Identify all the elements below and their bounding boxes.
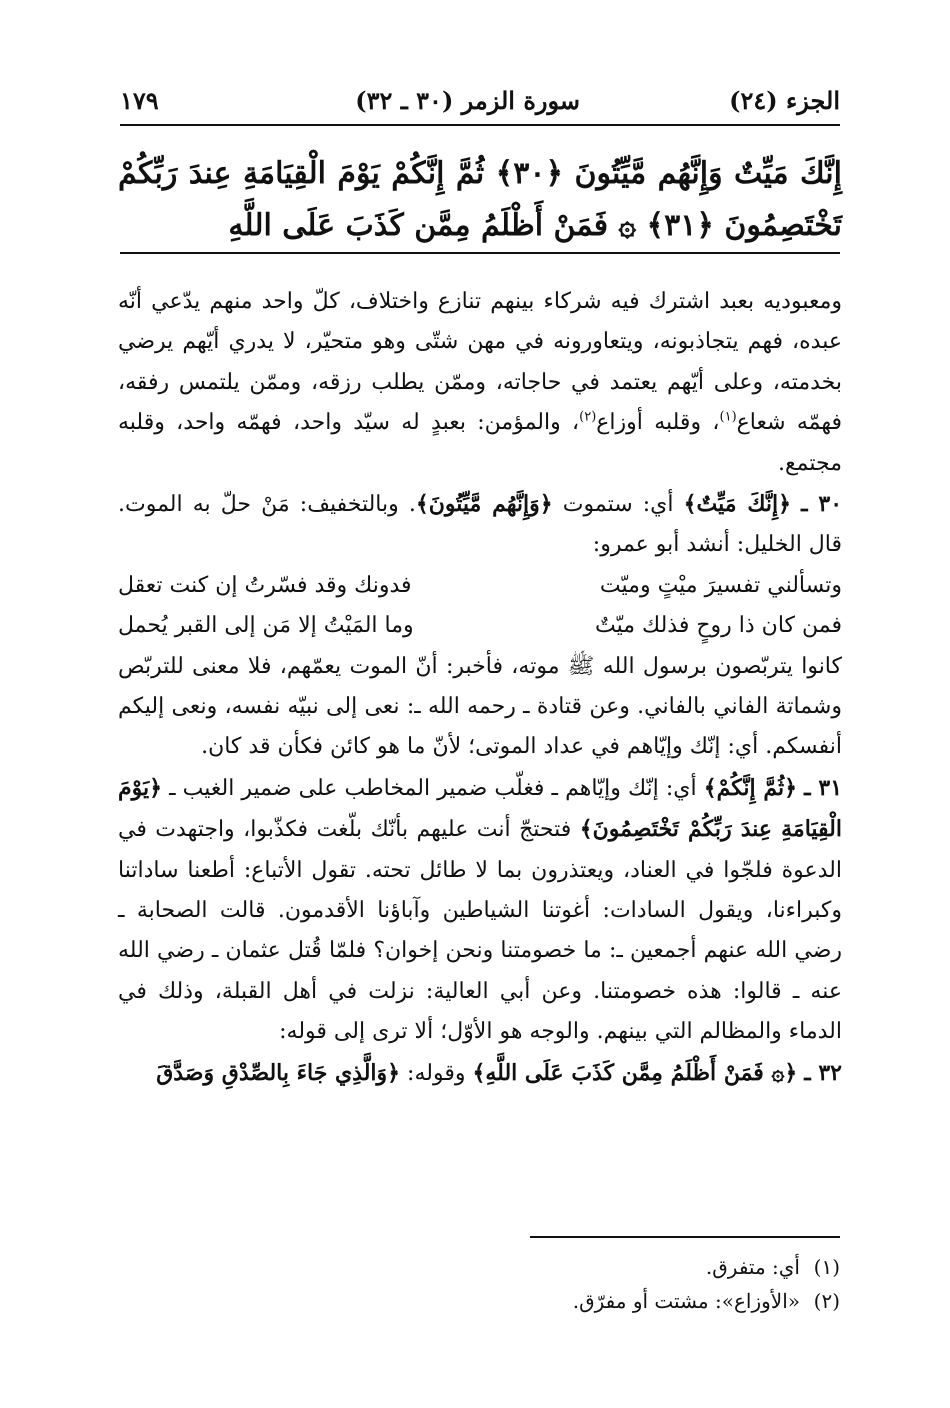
footnote-mark: (١) (813, 1255, 840, 1279)
paragraph-verse-32-text1: وقوله: (400, 1060, 473, 1086)
footnote-item (120, 1284, 840, 1318)
verses-rule (120, 252, 840, 254)
quote-verse-31a: ﴿ثُمَّ إِنَّكُمْ﴾ (703, 774, 798, 801)
poem-hemistich-right: فمن كان ذا روحٍ فذلك ميّتٌ (595, 613, 842, 639)
poem-line (118, 606, 842, 646)
poem-hemistich-left: وما المَيْتُ إلا مَن إلى القبر يُحمل (118, 613, 414, 639)
paragraph-verse-30-text1: أي: ستموت (552, 492, 684, 518)
paragraph-verse-31-text1: أي: إنّك وإيّاهم ـ فغلّب ضمير المخاطب على ضمير الغيب ـ (162, 775, 704, 801)
paragraph-after-poem: كانوا يتربّصون برسول الله ﷺ موته، فأخبر: أنّ الموت يعمّهم، فلا معنى للتربّص وشماتة الفاني بالفاني. وعن قتادة ـ رحمه الله ـ: نعى إلى نبيّه نفسه، ونعى إليكم أنفسكم. أي: إنّك وإيّاهم في عداد الموتى؛ لأنّ ما هو كائن فكأن قد كان. (118, 653, 842, 760)
verse-number-30: ٣٠ ـ (801, 491, 843, 518)
paragraph-intro-mid: ، وقلبه أوزاع (596, 410, 720, 436)
paragraph-intro-end: ، والمؤمن: بعبدٍ له سيّد واحد، فهمّه واحد، وقلبه مجتمع. (118, 410, 842, 476)
quote-verse-30a: ﴿إِنَّكَ مَيِّتٌ﴾ (683, 491, 792, 518)
page-number: ١٧٩ (120, 86, 159, 115)
footnote-item (120, 1250, 840, 1284)
header-rule (120, 124, 840, 126)
paragraph-verse-30 (118, 484, 842, 566)
verse-number-31: ٣١ ـ (804, 774, 843, 801)
verse-number-32: ٣٢ ـ (804, 1059, 842, 1086)
quote-verse-32b: ﴿وَالَّذِي جَاءَ بِالصِّدْقِ وَصَدَّقَ (156, 1059, 401, 1086)
footnote-rule (530, 1236, 840, 1238)
surah-title: سورة الزمر (٣٠ ـ ٣٢) (355, 86, 580, 115)
paragraph-verse-31-text2: فتحتجّ أنت عليهم بأنّك بلّغت فكذّبوا، واجتهدت في الدعوة فلجّوا في العناد، ويعتذرون بما لا طائل تحته. تقول الأتباع: أطعنا ساداتنا وكبراءنا، ويقول السادات: أغوتنا الشياطين وآباؤنا الأقدمون. قالت الصحابة ـ رضي الله عنهم أجمعين ـ: ما خصومتنا ونحن إخوان؟ فلمّا قُتل عثمان ـ رضي الله عنه ـ قالوا: هذه خصومتنا. وعن أبي العالية: نزلت في أهل القبلة، وذلك في الدماء والمظالم التي بينهم. والوجه هو الأوّل؛ ألا ترى إلى قوله: (118, 817, 842, 1045)
paragraph-verse-31 (118, 768, 842, 1053)
paragraph-verse-30-text2: . وبالتخفيف: مَنْ حلّ به الموت. قال الخليل: أنشد أبو عمرو: (118, 492, 842, 558)
footnotes (120, 1250, 840, 1318)
poem-hemistich-right: وتسألني تفسيرَ ميْتٍ وميّت (599, 572, 842, 598)
footnote-text: «الأوزاع»: مشتت أو مفرّق. (572, 1289, 800, 1313)
footnote-ref-1[interactable]: (١) (719, 409, 737, 425)
quote-verse-31b: ﴿يَوْمَ الْقِيَامَةِ عِندَ رَبِّكُمْ تَخْتَصِمُونَ﴾ (118, 774, 842, 843)
paragraph-verse-32 (118, 1053, 842, 1094)
footnote-mark: (٢) (813, 1289, 840, 1313)
paragraph-intro-text: ومعبوديه بعبد اشترك فيه شركاء بينهم تنازع واختلاف، كلّ واحد منهم يدّعي أنّه عبده، فهم يتجاذبونه، ويتعاورونه في مهن شتّى وهو متحيّر، لا يدري أيّهم يرضي بخدمته، وعلى أيّهم يعتمد في حاجاته، وممّن يطلب رزقه، وممّن يلتمس رفقه، فهمّه شعاع (118, 289, 843, 436)
quote-verse-30b: ﴿وَإِنَّهُم مَّيِّتُونَ﴾ (415, 491, 553, 518)
quote-verse-32a: ﴿۞ فَمَنْ أَظْلَمُ مِمَّن كَذَبَ عَلَى اللَّهِ﴾ (472, 1059, 798, 1086)
page-header (120, 86, 840, 124)
footnote-ref-2[interactable]: (٢) (579, 409, 597, 425)
quran-verses: إِنَّكَ مَيِّتٌ وَإِنَّهُم مَّيِّتُونَ ﴿٣٠﴾ ثُمَّ إِنَّكُمْ يَوْمَ الْقِيَامَةِ عِندَ رَبِّكُمْ تَخْتَصِمُونَ ﴿٣١﴾ ۞ فَمَنْ أَظْلَمُ مِمَّن كَذَبَ عَلَى اللَّهِ (118, 156, 842, 243)
paragraph-intro (118, 282, 842, 484)
commentary-body (118, 282, 842, 1094)
poem-hemistich-left: فدونك وقد فسّرتُ إن كنت تعقل (118, 572, 412, 598)
poem-line (118, 566, 842, 606)
juz-label: الجزء (٢٤) (729, 86, 840, 115)
poem (118, 566, 842, 647)
footnote-text: أي: متفرق. (705, 1255, 800, 1279)
